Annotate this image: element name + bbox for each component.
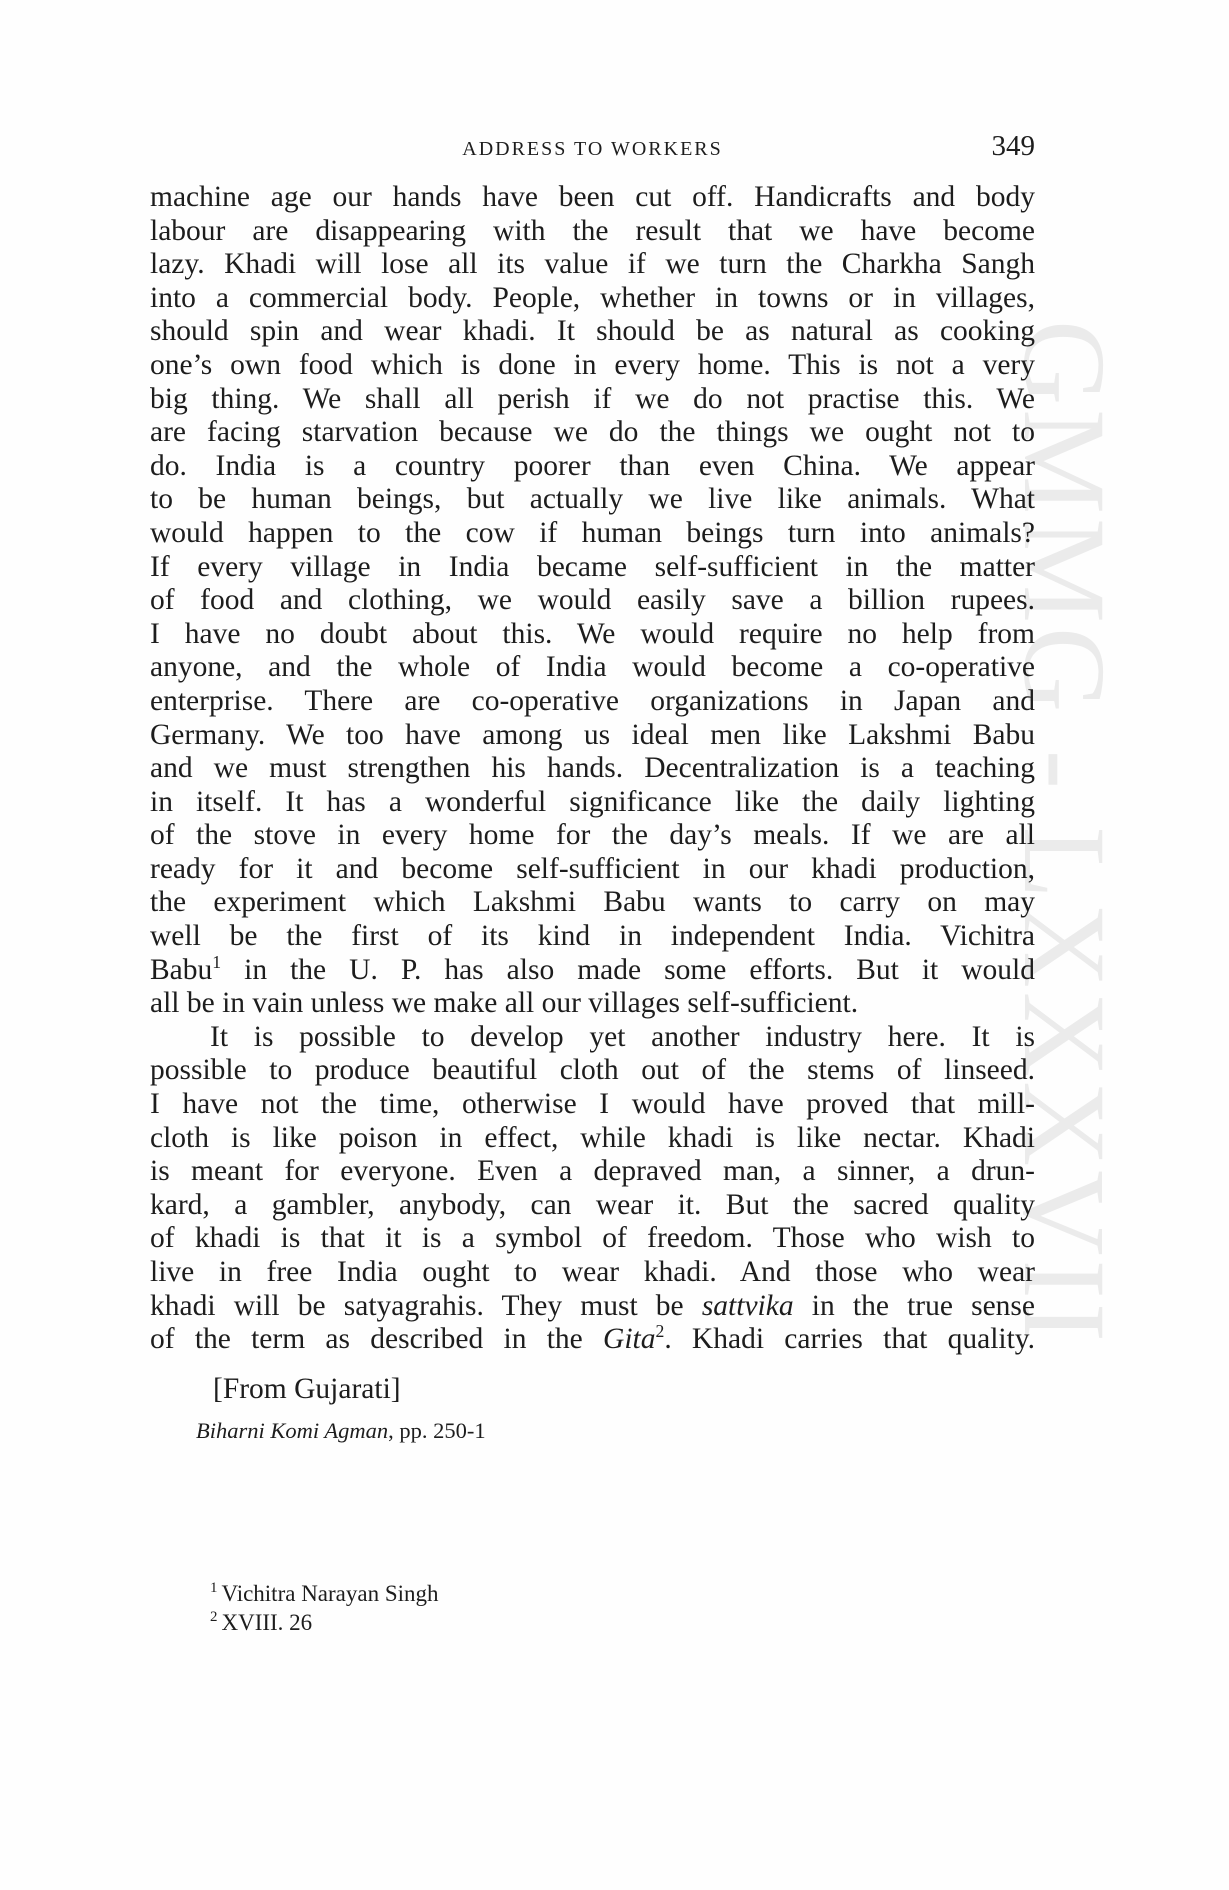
paragraph-1 bbox=[150, 181, 1035, 1021]
text-line bbox=[150, 1323, 1035, 1357]
text-line bbox=[150, 1290, 1035, 1324]
text-line: do. India is a country poorer than even China. We appear bbox=[150, 449, 1035, 482]
running-head: ADDRESS TO WORKERS bbox=[462, 138, 723, 160]
text-line: labour are disappearing with the result that we have become bbox=[150, 214, 1035, 247]
source-tag: [From Gujarati] bbox=[213, 1373, 401, 1405]
text-line: of khadi is that it is a symbol of freedom. Those who wish to bbox=[150, 1222, 1035, 1255]
text-span: . Khadi carries that quality. bbox=[664, 1323, 1036, 1356]
text-line: well be the first of its kind in independent India. Vichitra bbox=[150, 920, 1035, 953]
text-line: lazy. Khadi will lose all its value if we turn the Charkha Sangh bbox=[150, 248, 1035, 281]
text-line: of food and clothing, we would easily save a billion rupees. bbox=[150, 584, 1035, 617]
paragraph-2 bbox=[150, 1021, 1035, 1357]
text-line: one’s own food which is done in every home. This is not a very bbox=[150, 348, 1035, 381]
text-line: I have not the time, otherwise I would have proved that mill- bbox=[150, 1088, 1035, 1121]
text-span: Babu bbox=[150, 953, 213, 986]
text-line: the experiment which Lakshmi Babu wants to carry on may bbox=[150, 886, 1035, 919]
text-line: I have no doubt about this. We would require no help from bbox=[150, 617, 1035, 650]
text-line: It is possible to develop yet another industry here. It is bbox=[210, 1020, 1035, 1053]
text-line: into a commercial body. People, whether in towns or in villages, bbox=[150, 281, 1035, 314]
text-line: and we must strengthen his hands. Decentralization is a teaching bbox=[150, 752, 1035, 785]
text-line: Germany. We too have among us ideal men like Lakshmi Babu bbox=[150, 718, 1035, 751]
footnote-marker: 1 bbox=[210, 1580, 218, 1597]
text-span: in the U. P. has also made some efforts. But it would bbox=[221, 953, 1035, 986]
text-line: enterprise. There are co-operative organizations in Japan and bbox=[150, 684, 1035, 717]
citation-pages: , pp. 250-1 bbox=[388, 1418, 486, 1443]
body-text bbox=[150, 181, 1035, 1357]
text-span: of the term as described in the bbox=[150, 1323, 604, 1356]
citation bbox=[196, 1418, 486, 1444]
text-line: all be in vain unless we make all our villages self-sufficient. bbox=[150, 987, 859, 1020]
text-line: should spin and wear khadi. It should be as natural as cooking bbox=[150, 315, 1035, 348]
text-line: live in free India ought to wear khadi. And those who wear bbox=[150, 1256, 1035, 1288]
watermark: GMMG - LXXXVII bbox=[999, 320, 1130, 1347]
footnote-text: Vichitra Narayan Singh bbox=[221, 1581, 439, 1606]
citation-title: Biharni Komi Agman bbox=[196, 1418, 389, 1443]
text-line: possible to produce beautiful cloth out of the stems of linseed. bbox=[150, 1054, 1035, 1087]
text-line: ready for it and become self-sufficient in our khadi production, bbox=[150, 852, 1035, 885]
italic-term: Gita bbox=[603, 1323, 656, 1356]
text-line: in itself. It has a wonderful significance like the daily lighting bbox=[150, 785, 1035, 818]
footnote bbox=[210, 1579, 439, 1608]
text-line: If every village in India became self-sufficient in the matter bbox=[150, 550, 1035, 583]
footnote bbox=[210, 1608, 439, 1637]
text-line: are facing starvation because we do the things we ought not to bbox=[150, 416, 1035, 449]
text-line: machine age our hands have been cut off. Handicrafts and body bbox=[150, 181, 1035, 213]
footnote-text: XVIII. 26 bbox=[221, 1610, 313, 1635]
page-header bbox=[150, 130, 1035, 170]
footnote-ref-1: 1 bbox=[212, 951, 222, 972]
footnote-ref-2: 2 bbox=[655, 1321, 665, 1342]
text-line: anyone, and the whole of India would become a co-operative bbox=[150, 651, 1035, 684]
text-line: cloth is like poison in effect, while khadi is like nectar. Khadi bbox=[150, 1121, 1035, 1154]
text-line bbox=[150, 951, 1035, 988]
italic-term: sattvika bbox=[701, 1289, 794, 1322]
text-line: is meant for everyone. Even a depraved man, a sinner, a drun- bbox=[150, 1155, 1035, 1188]
footnotes bbox=[210, 1579, 439, 1637]
text-line: to be human beings, but actually we live like animals. What bbox=[150, 483, 1035, 516]
text-line: kard, a gambler, anybody, can wear it. But the sacred quality bbox=[150, 1188, 1035, 1221]
text-line: big thing. We shall all perish if we do not practise this. We bbox=[150, 382, 1035, 415]
page-number: 349 bbox=[991, 130, 1035, 162]
text-span: in the true sense bbox=[793, 1289, 1036, 1322]
text-line: would happen to the cow if human beings turn into animals? bbox=[150, 516, 1035, 549]
text-span: khadi will be satyagrahis. They must be bbox=[150, 1289, 702, 1322]
footnote-marker: 2 bbox=[210, 1609, 218, 1626]
text-line: of the stove in every home for the day’s meals. If we are all bbox=[150, 819, 1035, 852]
